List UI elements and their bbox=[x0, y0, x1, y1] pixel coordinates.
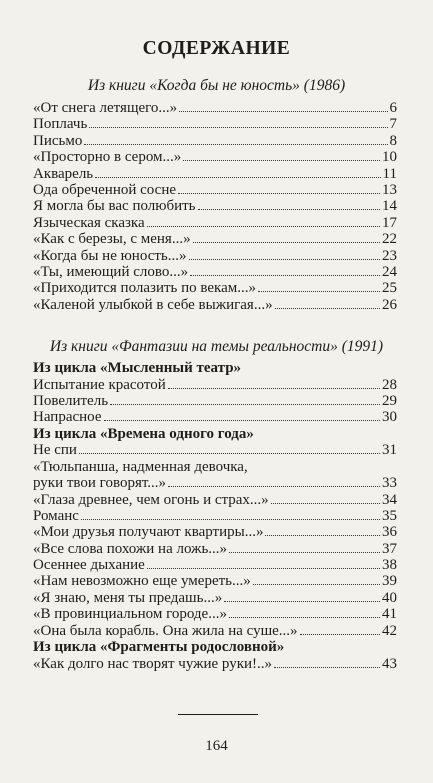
toc-entry-title: «Она была корабль. Она жила на суше...» bbox=[33, 622, 298, 639]
toc-entry-page: 23 bbox=[382, 247, 397, 264]
dot-leader bbox=[224, 590, 380, 602]
toc-entry bbox=[33, 459, 397, 475]
dot-leader bbox=[189, 248, 380, 260]
toc-entry bbox=[33, 409, 397, 425]
dot-leader bbox=[229, 541, 380, 553]
toc-entry-title: «Когда бы не юность...» bbox=[33, 247, 187, 264]
dot-leader bbox=[190, 264, 380, 276]
toc-entry bbox=[33, 231, 397, 247]
toc-entry bbox=[33, 215, 397, 231]
toc-entry-page: 17 bbox=[382, 214, 397, 231]
toc-entry bbox=[33, 656, 397, 672]
toc-entry bbox=[33, 606, 397, 622]
dot-leader bbox=[183, 149, 380, 161]
toc-entry-title: «Как долго нас творят чужие руки!..» bbox=[33, 655, 273, 672]
dot-leader bbox=[79, 442, 380, 454]
cycle-heading: Из цикла «Мысленный театр» bbox=[33, 360, 242, 376]
dot-leader bbox=[104, 409, 380, 421]
dot-leader bbox=[84, 133, 387, 145]
footer-rule bbox=[178, 714, 258, 715]
toc-entry bbox=[33, 475, 397, 491]
toc-entry-title: «Все слова похожи на ложь...» bbox=[33, 540, 228, 557]
toc-entry-title: Испытание красотой bbox=[33, 376, 166, 393]
toc-entry-title: Романс bbox=[33, 507, 79, 524]
toc-entry bbox=[33, 524, 397, 540]
toc-entry-title: «Глаза древнее, чем огонь и страх...» bbox=[33, 491, 269, 508]
toc-entry bbox=[33, 100, 397, 116]
toc-entry-page: 35 bbox=[382, 507, 397, 524]
dot-leader bbox=[229, 606, 380, 618]
toc-entry-title: «Нам невозможно еще умереть...» bbox=[33, 573, 251, 590]
book1-heading: Из книги «Когда бы не юность» (1986) bbox=[87, 77, 346, 94]
toc-entry bbox=[33, 297, 397, 313]
toc-entry-title: Повелитель bbox=[33, 392, 109, 409]
toc-entry-title: «Я знаю, меня ты предашь...» bbox=[33, 589, 223, 606]
dot-leader bbox=[258, 280, 380, 292]
dot-leader bbox=[271, 492, 380, 504]
toc-entry-title: Напрасное bbox=[33, 409, 102, 426]
toc-entry-page: 33 bbox=[382, 475, 397, 492]
page-number: 164 bbox=[205, 738, 228, 754]
toc-entry-title: Осеннее дыхание bbox=[33, 557, 145, 574]
toc-entry bbox=[33, 166, 397, 182]
toc-entry-page: 25 bbox=[382, 280, 397, 297]
dot-leader bbox=[275, 297, 380, 309]
toc-entry-page: 37 bbox=[382, 540, 397, 557]
dot-leader bbox=[193, 231, 380, 243]
toc-entry bbox=[33, 248, 397, 264]
toc-entry-title: «Ты, имеющий слово...» bbox=[33, 263, 189, 280]
toc-entry bbox=[33, 590, 397, 606]
toc-entry-page: 29 bbox=[382, 392, 397, 409]
toc-entry-page: 31 bbox=[382, 442, 397, 459]
dot-leader bbox=[198, 198, 380, 210]
toc-entry-page: 40 bbox=[382, 589, 397, 606]
dot-leader bbox=[81, 508, 380, 520]
cycle-heading: Из цикла «Времена одного года» bbox=[33, 425, 254, 442]
toc-entry-page: 28 bbox=[382, 376, 397, 393]
dot-leader bbox=[110, 393, 380, 405]
cycle3-entries bbox=[33, 656, 397, 672]
toc-entry-page: 13 bbox=[382, 181, 397, 198]
toc-entry bbox=[33, 198, 397, 214]
toc-entry-title: «Мои друзья получают квартиры...» bbox=[33, 524, 264, 541]
toc-entry bbox=[33, 442, 397, 458]
toc-entry-page: 34 bbox=[382, 491, 397, 508]
toc-entry bbox=[33, 541, 397, 557]
page-title: СОДЕРЖАНИЕ bbox=[142, 38, 291, 59]
toc-entry-title: Письмо bbox=[33, 132, 83, 149]
toc-entry-page: 22 bbox=[382, 231, 397, 248]
toc-entry bbox=[33, 393, 397, 409]
dot-leader bbox=[253, 573, 380, 585]
toc-entry-page: 42 bbox=[382, 622, 397, 639]
toc-entry-page: 26 bbox=[382, 296, 397, 313]
toc-entry-page: 6 bbox=[389, 100, 397, 116]
toc-entry-title: «Приходится полазить по векам...» bbox=[33, 280, 257, 297]
toc-entry-title: «Тюльпанша, надменная девочка, bbox=[33, 458, 248, 475]
toc-entry-page: 14 bbox=[382, 198, 397, 215]
dot-leader bbox=[147, 557, 380, 569]
toc-entry-title: Акварель bbox=[33, 165, 94, 182]
toc-entry-title: «В провинциальном городе...» bbox=[33, 606, 227, 623]
toc-entry bbox=[33, 182, 397, 198]
toc-entry-title: «Как с березы, с меня...» bbox=[33, 231, 191, 248]
toc-entry-page: 30 bbox=[382, 409, 397, 426]
toc-entry bbox=[33, 508, 397, 524]
toc-entry-page: 7 bbox=[389, 116, 397, 133]
dot-leader bbox=[274, 656, 380, 668]
toc-entry bbox=[33, 133, 397, 149]
toc-entry-title: Поплачь bbox=[33, 116, 88, 133]
book2-toc-list bbox=[33, 360, 397, 672]
cycle-heading: Из цикла «Фрагменты родословной» bbox=[33, 639, 285, 656]
toc-entry-title: «Просторно в сером...» bbox=[33, 149, 182, 166]
toc-entry bbox=[33, 264, 397, 280]
book2-heading: Из книги «Фантазии на темы реальности» (1991) bbox=[49, 338, 384, 355]
toc-entry bbox=[33, 492, 397, 508]
toc-entry-title: Ода обреченной сосне bbox=[33, 181, 176, 198]
cycle1-entries bbox=[33, 377, 397, 426]
book1-toc-list bbox=[33, 100, 397, 313]
dot-leader bbox=[89, 116, 387, 128]
toc-entry-page: 8 bbox=[389, 132, 397, 149]
toc-entry bbox=[33, 557, 397, 573]
dot-leader bbox=[168, 377, 380, 389]
toc-entry-title: руки твои говорят...» bbox=[33, 475, 167, 492]
toc-entry-page: 43 bbox=[382, 655, 397, 672]
toc-entry-page: 41 bbox=[382, 606, 397, 623]
dot-leader bbox=[147, 215, 380, 227]
toc-entry-title: «Каленой улыбкой в себе выжигая...» bbox=[33, 296, 273, 313]
dot-leader bbox=[300, 623, 380, 635]
toc-entry-page: 10 bbox=[382, 149, 397, 166]
toc-entry-page: 11 bbox=[382, 165, 397, 182]
toc-entry-title: «От снега летящего...» bbox=[33, 100, 178, 116]
dot-leader bbox=[178, 182, 380, 194]
dot-leader bbox=[265, 524, 380, 536]
dot-leader bbox=[168, 475, 380, 487]
toc-entry bbox=[33, 573, 397, 589]
toc-entry-page: 39 bbox=[382, 573, 397, 590]
dot-leader bbox=[179, 100, 387, 112]
toc-entry bbox=[33, 377, 397, 393]
toc-entry-title: Я могла бы вас полюбить bbox=[33, 198, 196, 215]
toc-entry-page: 36 bbox=[382, 524, 397, 541]
toc-entry-title: Не спи bbox=[33, 442, 77, 459]
toc-entry bbox=[33, 623, 397, 639]
dot-leader bbox=[95, 166, 380, 178]
toc-entry-page: 38 bbox=[382, 557, 397, 574]
toc-entry bbox=[33, 116, 397, 132]
toc-entry bbox=[33, 280, 397, 296]
toc-entry bbox=[33, 149, 397, 165]
toc-entry-page: 24 bbox=[382, 263, 397, 280]
toc-entry-title: Языческая сказка bbox=[33, 214, 145, 231]
cycle2-entries bbox=[33, 442, 397, 639]
